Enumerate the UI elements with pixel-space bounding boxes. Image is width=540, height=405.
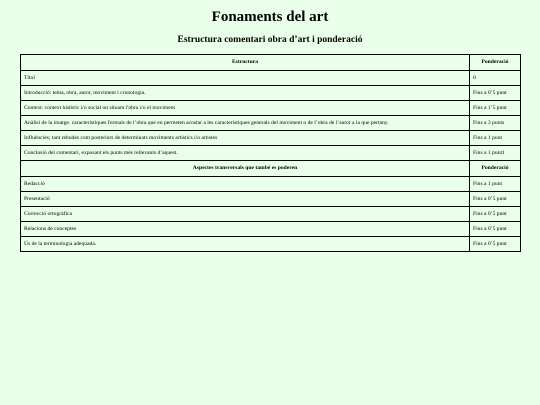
column-header-weighting: Ponderació (470, 55, 521, 71)
structure-item: Anàlisi de la imatge. característiques formals de l’obra que en permeten acostar a les característiques generals del moviment o de l’obra de l’autor a la que pertany. (21, 116, 470, 131)
structure-item: Conclusió del comentari, exposant els punts més rellevants d’aquest. (21, 146, 470, 161)
weighting-table (20, 54, 521, 252)
table-row (21, 222, 521, 237)
weight-value: Fins a 0’5 punt (470, 207, 521, 222)
weight-value: Fins a 3 punts (470, 116, 521, 131)
structure-item: Títol (21, 71, 470, 86)
table-row (21, 101, 521, 116)
table-row (21, 207, 521, 222)
weight-value: Fins a 1 punt (470, 177, 521, 192)
column-header-transversal: Aspectes transversals que també es poderen (21, 161, 470, 177)
table-row (21, 192, 521, 207)
weight-value: Fins a 0’5 punt (470, 237, 521, 252)
transversal-item: Redacció (21, 177, 470, 192)
table-row (21, 237, 521, 252)
table-row (21, 177, 521, 192)
structure-item: Context: context històric i/o social on situam l'obra i/o el moviment (21, 101, 470, 116)
table-row (21, 71, 521, 86)
weight-value: Fins a 1 punt (470, 131, 521, 146)
table-header-row (21, 161, 521, 177)
table-row (21, 131, 521, 146)
transversal-item: Presentació (21, 192, 470, 207)
weight-value: Fins a 1 punt1 (470, 146, 521, 161)
transversal-item: Correcció ortogràfica (21, 207, 470, 222)
page-subtitle: Estructura comentari obra d’art i ponderació (177, 35, 363, 45)
structure-item: Introducció: tema, obra, autor, moviment i cronologia. (21, 86, 470, 101)
table-header-row (21, 55, 521, 71)
column-header-weighting: Ponderació (470, 161, 521, 177)
weight-value: Fins a 0’5 punt (470, 222, 521, 237)
structure-item: Influències; tant rebudes com posteriors de determinats moviments artístics i/o artistes (21, 131, 470, 146)
table-row (21, 146, 521, 161)
table-row (21, 116, 521, 131)
transversal-item: Ús de la terminologia adequada. (21, 237, 470, 252)
weight-value: Fins a 0’5 punt (470, 192, 521, 207)
column-header-structure: Estructura (21, 55, 470, 71)
weight-value: 0 (470, 71, 521, 86)
weight-value: Fins a 1’5 punt (470, 101, 521, 116)
table-row (21, 86, 521, 101)
weight-value: Fins a 0’5 punt (470, 86, 521, 101)
page-title: Fonaments del art (211, 9, 329, 25)
transversal-item: Relacions de conceptes (21, 222, 470, 237)
